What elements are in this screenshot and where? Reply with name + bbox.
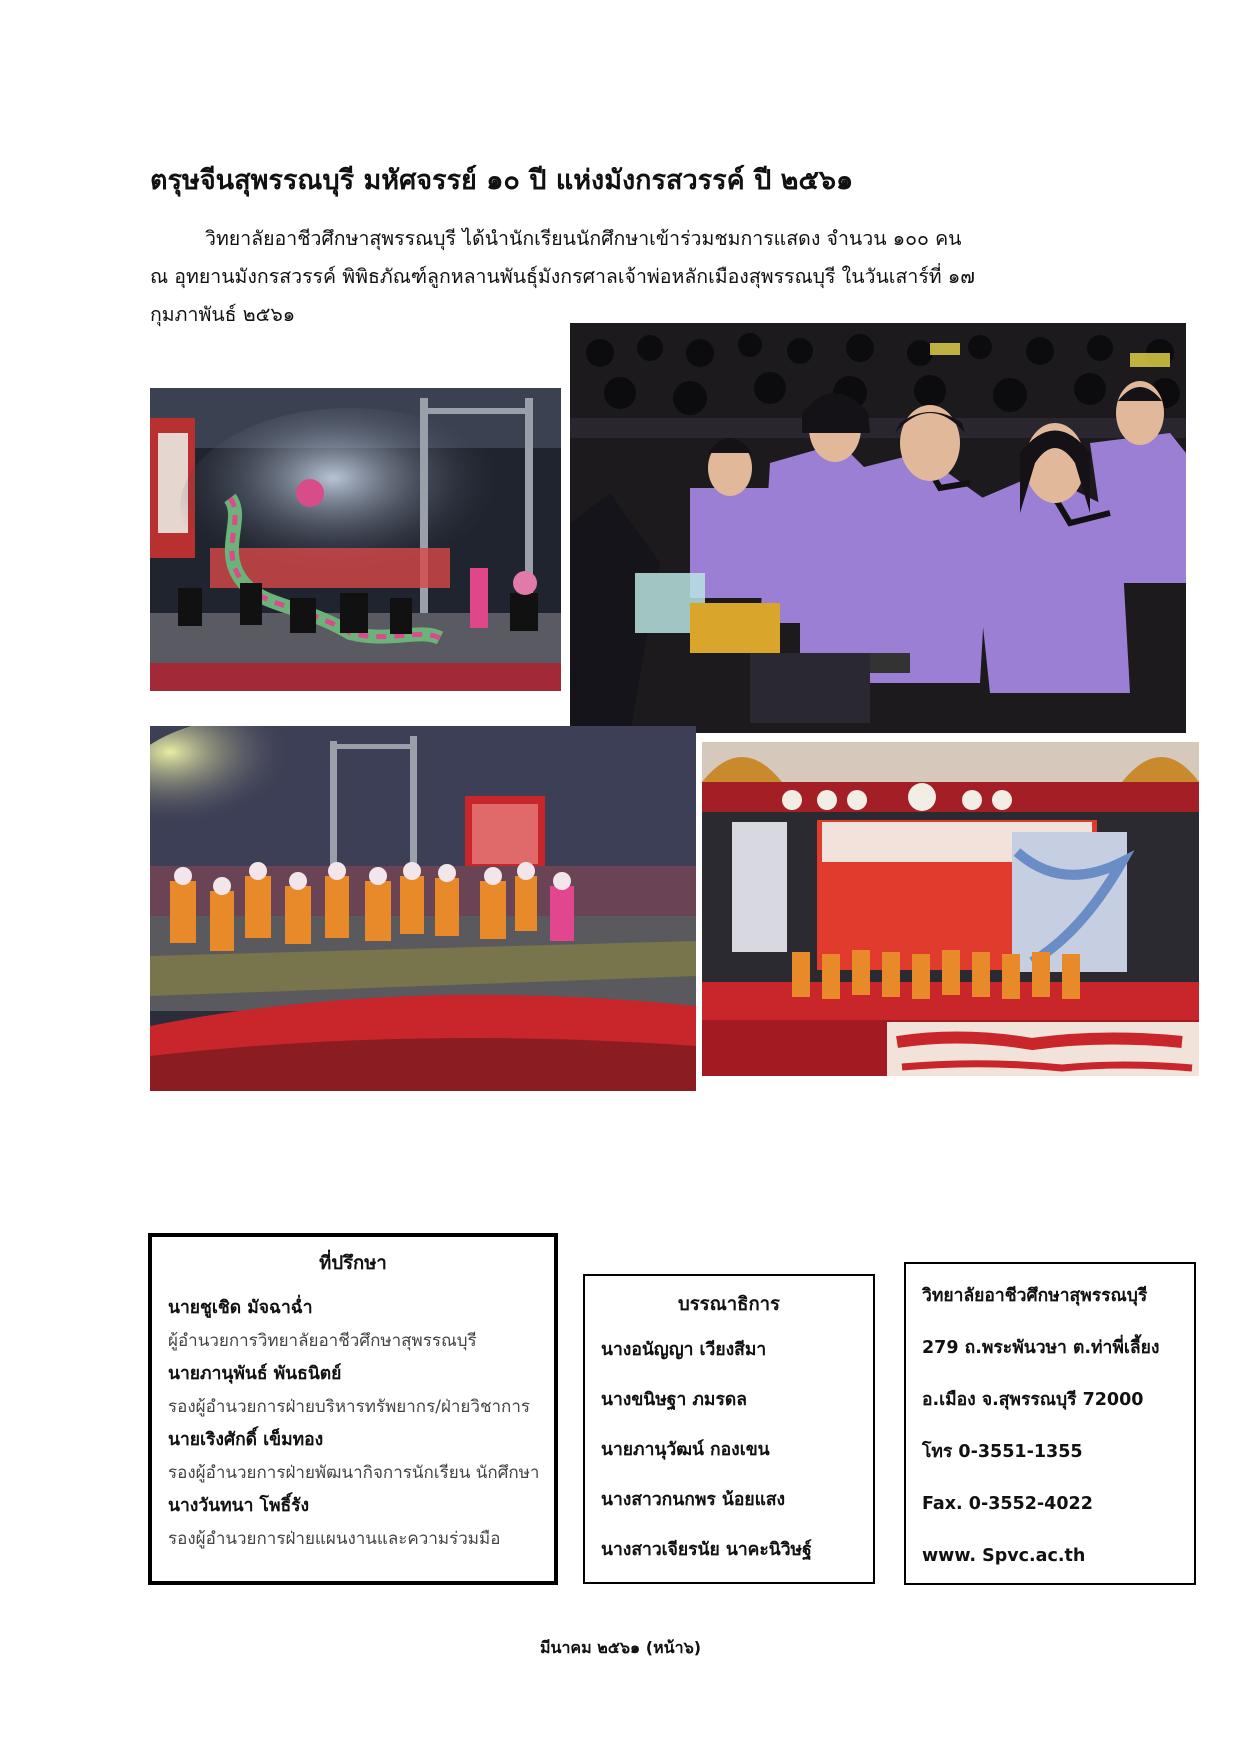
editor-name: นางสาวกนกพร น้อยแสง: [601, 1490, 786, 1510]
editor-name: นางขนิษฐา ภมรดล: [601, 1390, 747, 1410]
editors-box: [583, 1274, 875, 1584]
editors-heading: บรรณาธิการ: [678, 1294, 780, 1315]
advisor-name: นายภานุพันธ์ พันธนิตย์: [168, 1364, 342, 1384]
advisor-4: [168, 1490, 538, 1556]
advisor-role: ผู้อำนวยการวิทยาลัยอาชีวศึกษาสุพรรณบุรี: [168, 1331, 477, 1351]
editor-name: นางสาวเจียรนัย นาคะนิวิษฐ์: [601, 1540, 812, 1560]
intro-line-2: ณ อุทยานมังกรสวรรค์ พิพิธภัณฑ์ลูกหลานพันธุ์มังกรศาลเจ้าพ่อหลักเมืองสุพรรณบุรี ในวันเสาร์ที่ ๑๗: [150, 265, 975, 288]
intro-line-3: กุมภาพันธ์ ๒๕๖๑: [150, 303, 296, 326]
intro-line-1: วิทยาลัยอาชีวศึกษาสุพรรณบุรี ได้นำนักเรียนนักศึกษาเข้าร่วมชมการแสดง จำนวน ๑๐๐ คน: [205, 227, 962, 250]
article-intro: [150, 220, 1050, 334]
contact-org: วิทยาลัยอาชีวศึกษาสุพรรณบุรี: [922, 1286, 1148, 1306]
advisor-name: นางวันทนา โพธิ์รัง: [168, 1496, 310, 1516]
advisor-role: รองผู้อำนวยการฝ่ายแผนงานและความร่วมมือ: [168, 1529, 501, 1549]
contact-website[interactable]: www. Spvc.ac.th: [922, 1546, 1086, 1566]
contact-phone: โทร 0-3551-1355: [922, 1442, 1083, 1462]
contact-address-1: 279 ถ.พระพันวษา ต.ท่าพี่เลี้ยง: [922, 1338, 1160, 1358]
advisors-box: [148, 1233, 558, 1585]
photo-kungfu-performance: [150, 726, 696, 1091]
article-title: ตรุษจีนสุพรรณบุรี มหัศจรรย์ ๑๐ ปี แห่งมังกรสวรรค์ ปี ๒๕๖๑: [150, 165, 854, 196]
advisor-name: นายเริงศักดิ์ เข็มทอง: [168, 1430, 324, 1450]
photo-student-audience: [570, 323, 1186, 733]
contact-box: [904, 1262, 1196, 1585]
contact-fax: Fax. 0-3552-4022: [922, 1494, 1093, 1514]
editor-name: นายภานุวัฒน์ กองเขน: [601, 1440, 770, 1460]
advisor-1: [168, 1292, 538, 1358]
contact-address-2: อ.เมือง จ.สุพรรณบุรี 72000: [922, 1390, 1144, 1410]
page-footer: มีนาคม ๒๕๖๑ (หน้า๖): [539, 1638, 702, 1657]
advisors-heading: ที่ปรึกษา: [319, 1253, 387, 1274]
advisor-role: รองผู้อำนวยการฝ่ายบริหารทรัพยากร/ฝ่ายวิชาการ: [168, 1397, 530, 1417]
photo-dragon-dance: [150, 388, 561, 691]
advisor-3: [168, 1424, 538, 1490]
photo-drum-stage: [702, 742, 1199, 1076]
advisor-role: รองผู้อำนวยการฝ่ายพัฒนากิจการนักเรียน นักศึกษา: [168, 1463, 540, 1483]
advisor-2: [168, 1358, 538, 1424]
advisor-name: นายชูเชิด มัจฉาฉ่ำ: [168, 1298, 313, 1318]
editor-name: นางอนัญญา เวียงสีมา: [601, 1340, 767, 1360]
